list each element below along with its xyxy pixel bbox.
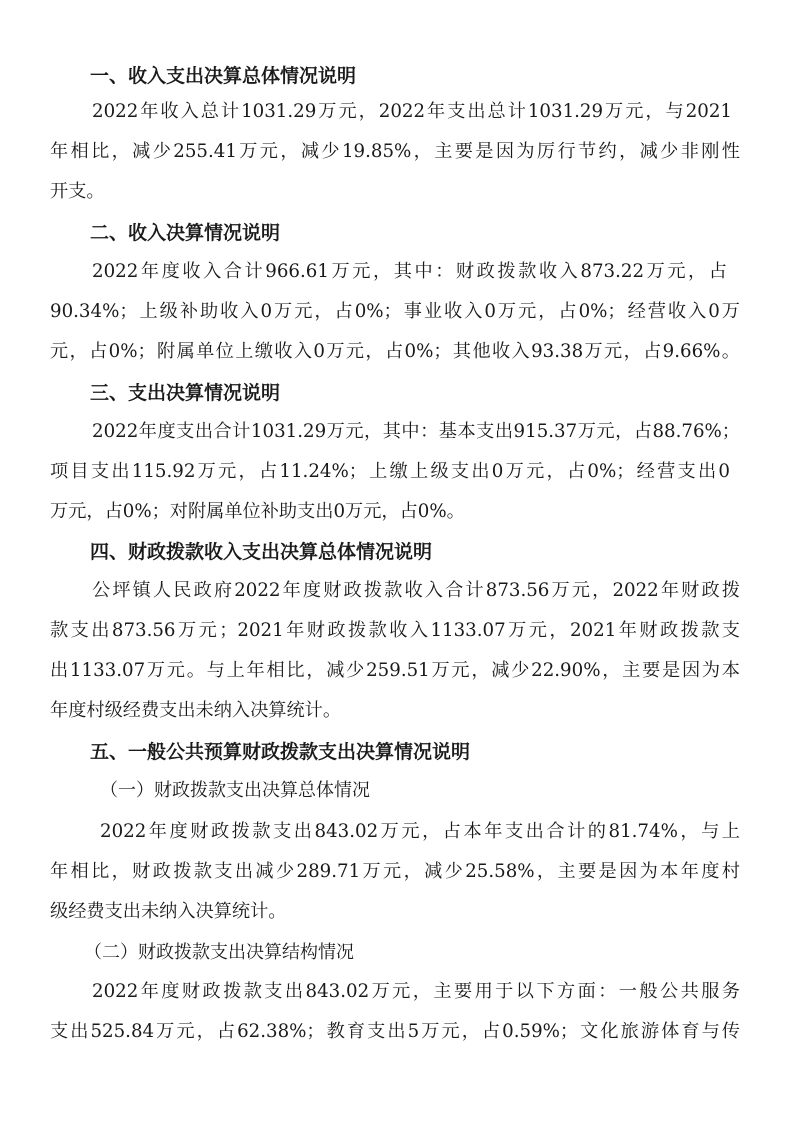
paragraph-line: 2022年收入总计1031.29万元，2022年支出总计1031.29万元，与2021 [92, 101, 732, 122]
paragraph-line: 出1133.07万元。与上年相比，减少259.51万元，减少22.90%，主要是因为本 [50, 660, 740, 681]
paragraph-line: 年相比，减少255.41万元，减少19.85%，主要是因为厉行节约，减少非刚性 [50, 141, 740, 162]
paragraph-line: 元，占0%；附属单位上缴收入0万元，占0%；其他收入93.38万元，占9.66%。 [50, 341, 740, 362]
paragraph-line: 年相比，财政拨款支出减少289.71万元，减少25.58%，主要是因为本年度村 [50, 861, 740, 882]
section-heading-4: 四、财政拨款收入支出决算总体情况说明 [90, 541, 433, 563]
section-heading-5: 五、一般公共预算财政拨款支出决算情况说明 [90, 741, 471, 763]
paragraph-line: 款支出873.56万元；2021年财政拨款收入1133.07万元，2021年财政拨款支 [50, 620, 740, 641]
paragraph-line: 万元，占0%；对附属单位补助支出0万元，占0%。 [50, 501, 465, 522]
paragraph-line: 级经费支出未纳入决算统计。 [50, 901, 287, 922]
paragraph-line: 支出525.84万元，占62.38%；教育支出5万元，占0.59%；文化旅游体育与传 [50, 1021, 740, 1042]
paragraph-line: 开支。 [50, 181, 105, 202]
paragraph-line: 项目支出115.92万元，占11.24%；上缴上级支出0万元，占0%；经营支出0 [50, 461, 730, 482]
subsection-title-2: （二）财政拨款支出决算结构情况 [84, 942, 354, 963]
paragraph-line: 公坪镇人民政府2022年度财政拨款收入合计873.56万元，2022年财政拨 [92, 580, 740, 601]
section-heading-1: 一、收入支出决算总体情况说明 [90, 65, 357, 87]
paragraph-line: 2022年度财政拨款支出843.02万元，占本年支出合计的81.74%，与上 [100, 821, 740, 842]
paragraph-line: 年度村级经费支出未纳入决算统计。 [50, 700, 342, 721]
section-heading-3: 三、支出决算情况说明 [90, 382, 281, 404]
section-heading-2: 二、收入决算情况说明 [90, 222, 281, 244]
paragraph-line: 2022年度收入合计966.61万元，其中：财政拨款收入873.22万元，占 [92, 261, 727, 282]
paragraph-line: 2022年度支出合计1031.29万元，其中：基本支出915.37万元，占88.76%； [92, 421, 740, 442]
paragraph-line: 90.34%；上级补助收入0万元，占0%；事业收入0万元，占0%；经营收入0万 [50, 301, 740, 322]
subsection-title-1: （一）财政拨款支出决算总体情况 [100, 780, 370, 801]
paragraph-line: 2022年度财政拨款支出843.02万元，主要用于以下方面：一般公共服务 [92, 981, 740, 1002]
